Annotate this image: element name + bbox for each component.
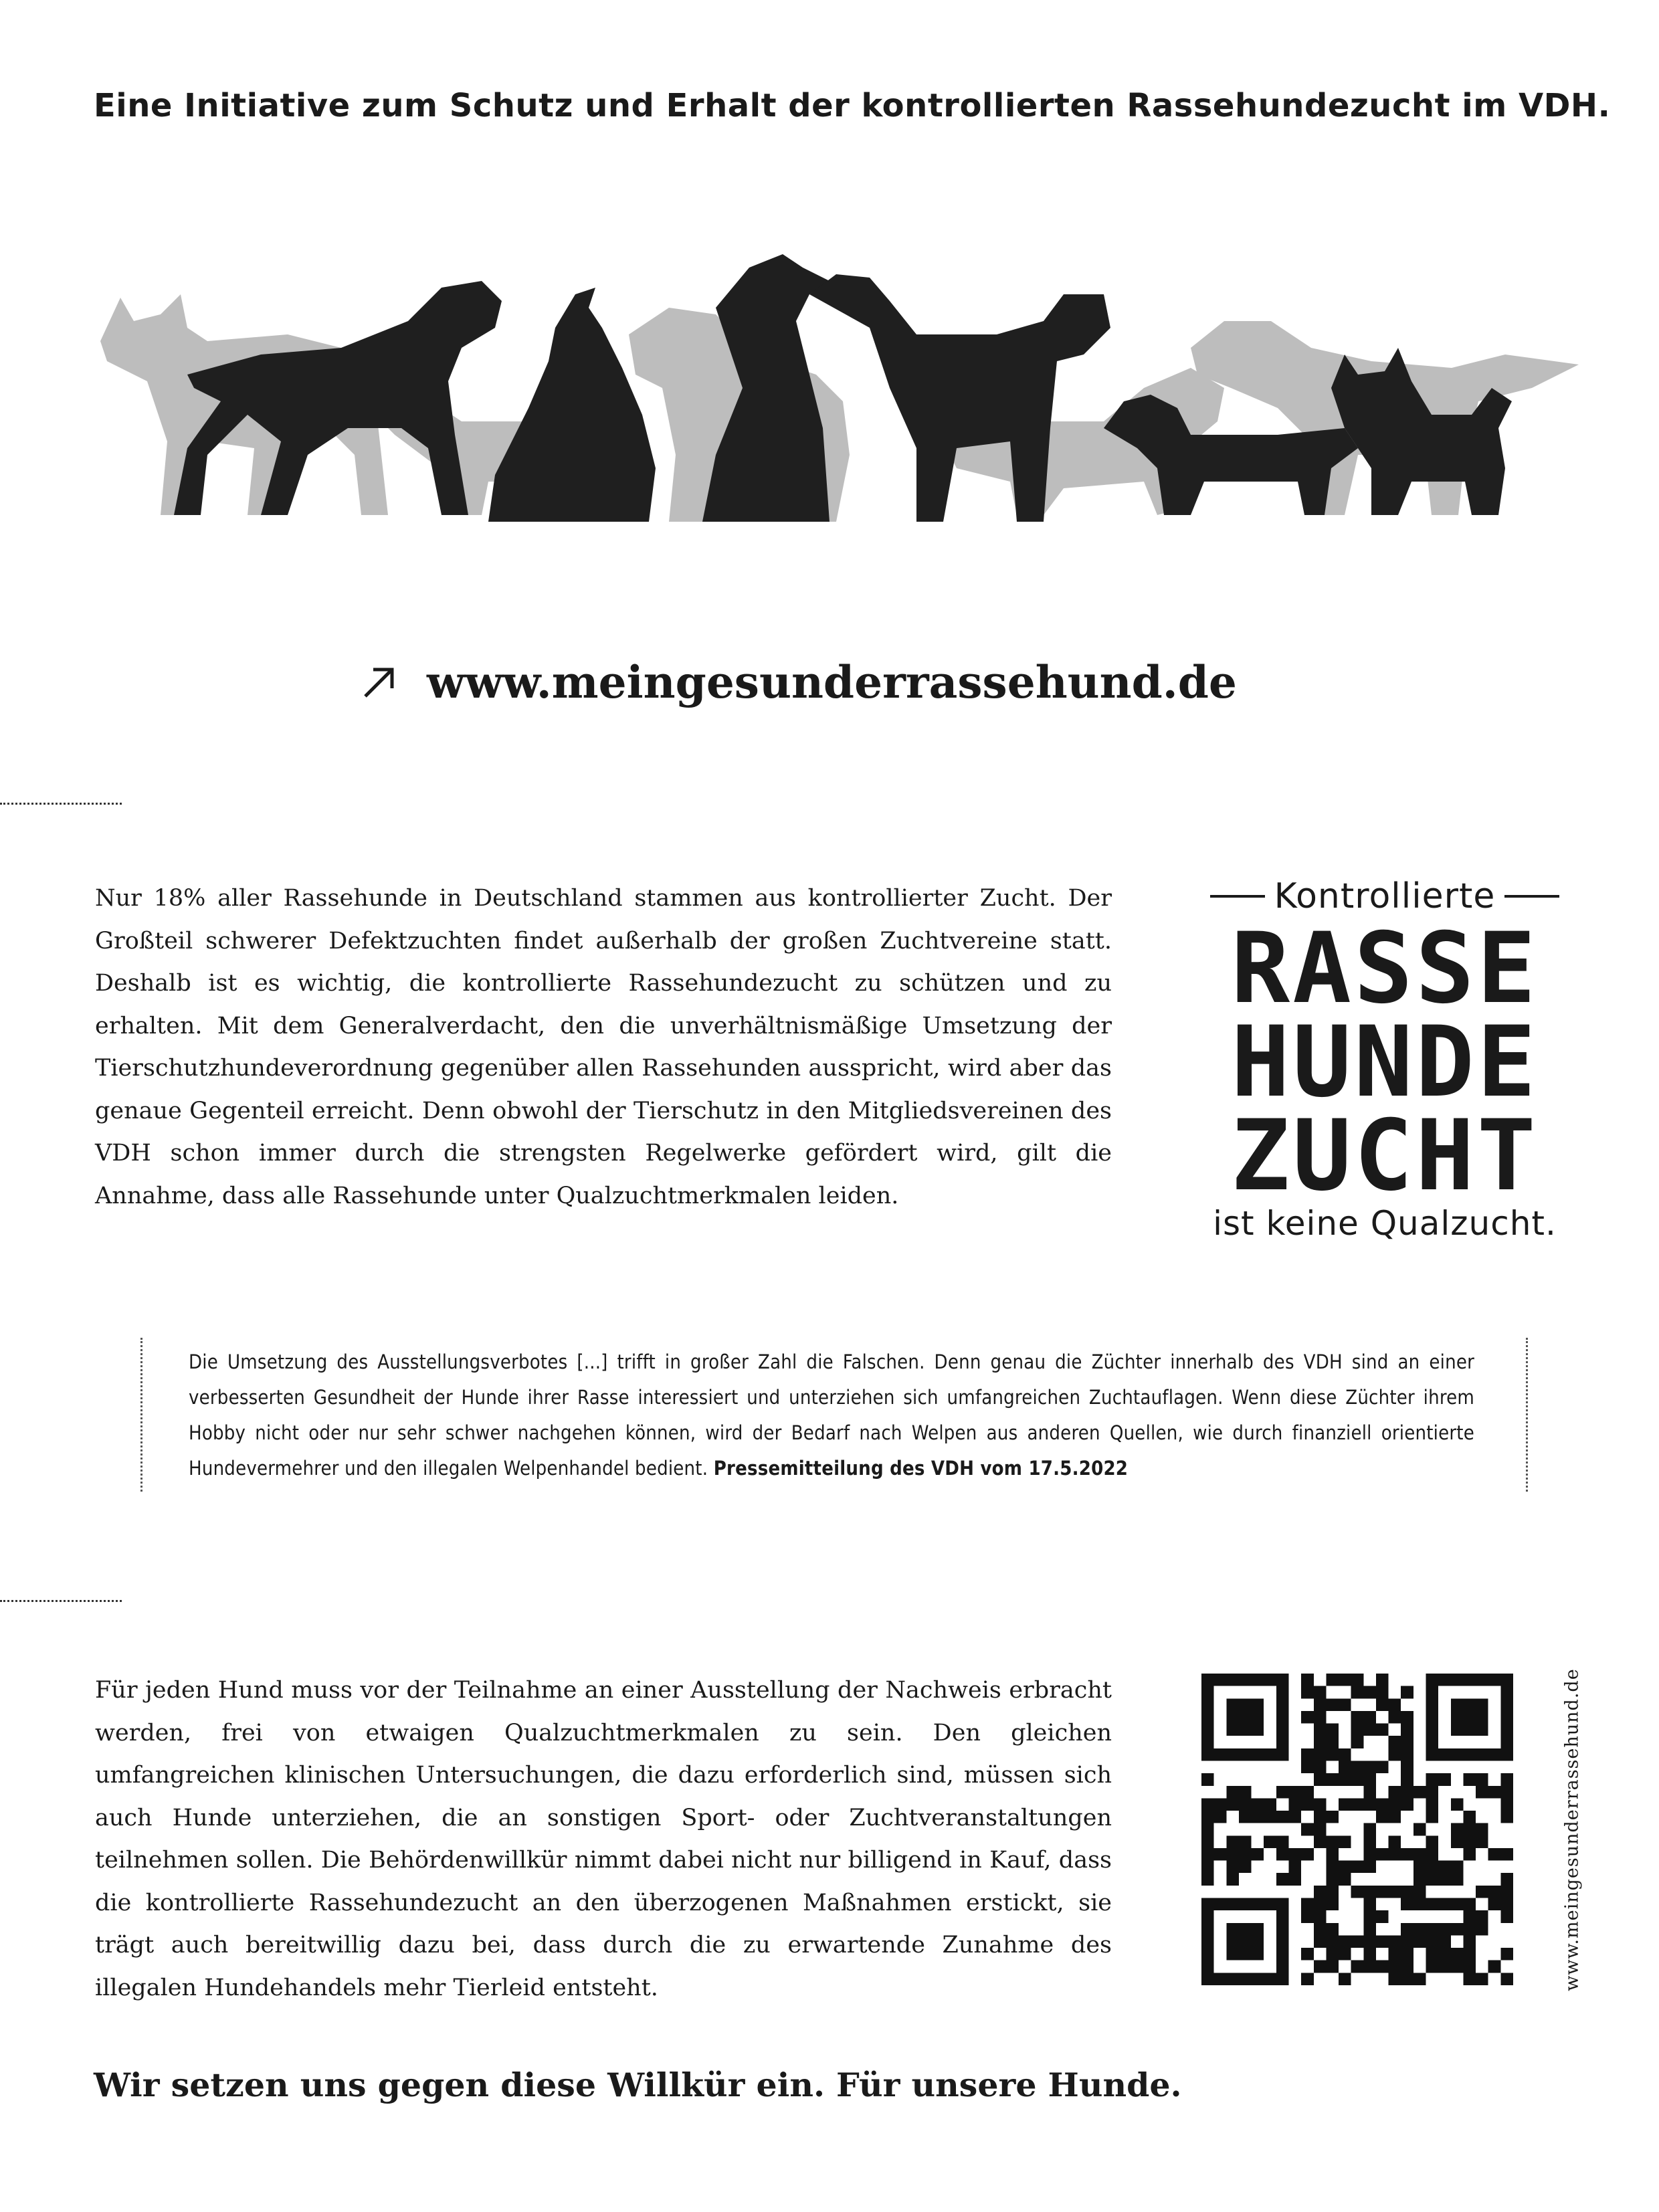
dog-breeds-silhouette-row-icon (87, 254, 1585, 562)
logo-line-3: ZUCHT (1231, 1099, 1539, 1213)
logo-rule-right (1504, 895, 1559, 898)
headline: Eine Initiative zum Schutz und Erhalt der kontrollierten Rassehundezucht im VDH. (94, 87, 1611, 124)
closing-statement: Wir setzen uns gegen diese Willkür ein. Für unsere Hunde. (94, 2066, 1182, 2104)
logo-rule-left (1210, 895, 1265, 898)
logo-bottom-text: ist keine Qualzucht. (1213, 1204, 1557, 1243)
section-divider (0, 1600, 122, 1602)
arrow-up-right-icon (361, 664, 397, 700)
website-link[interactable] (361, 652, 1237, 712)
second-paragraph: Für jeden Hund muss vor der Teilnahme an einer Ausstellung der Nachweis erbracht werden, frei von etwaigen Qualzuchtmerkmalen zu sein. Den gleichen umfangreichen klinischen Untersuchungen, die dazu erforderlich sind, müssen sich auch Hunde unterziehen, die an sonstigen Sport- oder Zuchtveranstaltungen teilnehmen sollen. Die Behördenwillkür nimmt dabei nicht nur billigend in Kauf, dass die kontrollierte Rassehundezucht an den überzogenen Maßnahmen erstickt, sie trägt auch bereitwillig dazu bei, dass durch die zu erwartende Zunahme des illegalen Hundehandels mehr Tierleid entsteht. (95, 1677, 1112, 2001)
logo-top-line (1197, 876, 1572, 916)
quote-text: Die Umsetzung des Ausstellungsverbotes [...] trifft in großer Zahl die Falschen. Denn genau die Züchter innerhalb des VDH sind an einer verbesserten Gesundheit der Hunde ihrer Rasse interessiert und unterziehen sich umfangreichen Zuchtauflagen. Wenn diese Züchter ihrem Hobby nicht oder nur sehr schwer nachgehen können, wird der Bedarf nach Welpen aus anderen Quellen, wie durch finanziell orientierte Hundevermehrer und den illegalen Welpenhandel bedient. (189, 1350, 1474, 1480)
website-url[interactable]: www.meingesunderrassehund.de (427, 656, 1237, 708)
logo-line-2: HUNDE (1231, 1005, 1539, 1119)
campaign-logo (1197, 876, 1572, 1243)
qr-caption-text: www.meingesunderrassehund.de (1561, 1668, 1583, 1991)
qr-code-icon[interactable] (1201, 1674, 1513, 1985)
intro-paragraph: Nur 18% aller Rassehunde in Deutschland stammen aus kontrollierter Zucht. Der Großteil schwerer Defektzuchten findet außerhalb der großen Zuchtvereine statt. Deshalb ist es wichtig, die kontrollierte Rassehundezucht zu schützen und zu erhalten. Mit dem Generalverdacht, den die unverhältnismäßige Umsetzung der Tierschutzhundeverordnung gegenüber allen Rassehunden ausspricht, wird aber das genaue Gegenteil erreicht. Denn obwohl der Tierschutz in den Mitgliedsvereinen des VDH schon immer durch die strengsten Regelwerke gefördert wird, gilt die Annahme, dass alle Rassehunde unter Qualzuchtmerkmalen leiden. (95, 885, 1112, 1209)
logo-line-1: RASSE (1231, 912, 1539, 1025)
section-divider (0, 803, 122, 805)
press-quote (189, 1344, 1474, 1486)
quote-source: Pressemitteilung des VDH vom 17.5.2022 (713, 1457, 1129, 1480)
logo-top-text: Kontrollierte (1274, 876, 1496, 916)
qr-caption (1559, 1668, 1585, 1991)
